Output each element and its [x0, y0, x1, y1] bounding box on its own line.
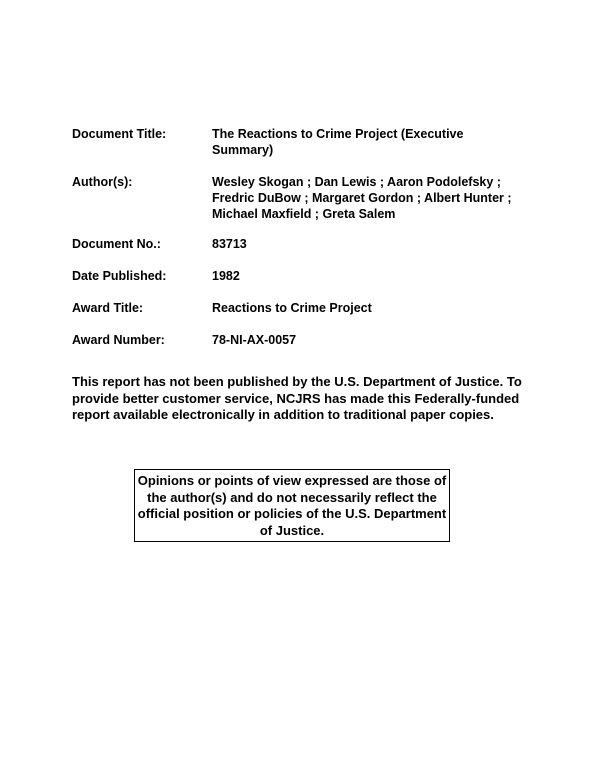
document-number-value: 83713	[212, 237, 247, 251]
award-title-label: Award Title:	[72, 301, 144, 315]
date-published-label: Date Published:	[72, 269, 167, 283]
authors-value: Wesley Skogan ; Dan Lewis ; Aaron Podolefsky ; Fredric DuBow ; Margaret Gordon ; Albert Hunter ; Michael Maxfield ; Greta Salem	[212, 175, 512, 221]
authors-label: Author(s):	[72, 175, 133, 189]
award-title-value: Reactions to Crime Project	[212, 301, 372, 315]
publication-notice: This report has not been published by the U.S. Department of Justice. To provide better customer service, NCJRS has made this Federally-funded report available electronically in addition to traditional paper copies.	[72, 374, 522, 422]
award-number-value: 78-NI-AX-0057	[212, 333, 297, 347]
document-number-label: Document No.:	[72, 237, 161, 251]
document-title-value: The Reactions to Crime Project (Executive Summary)	[212, 127, 464, 157]
disclaimer-box: Opinions or points of view expressed are those of the author(s) and do not necessarily reflect the official position or policies of the U.S. Department of Justice.	[134, 469, 450, 542]
document-title-label: Document Title:	[72, 127, 167, 141]
date-published-value: 1982	[212, 269, 240, 283]
award-number-label: Award Number:	[72, 333, 165, 347]
